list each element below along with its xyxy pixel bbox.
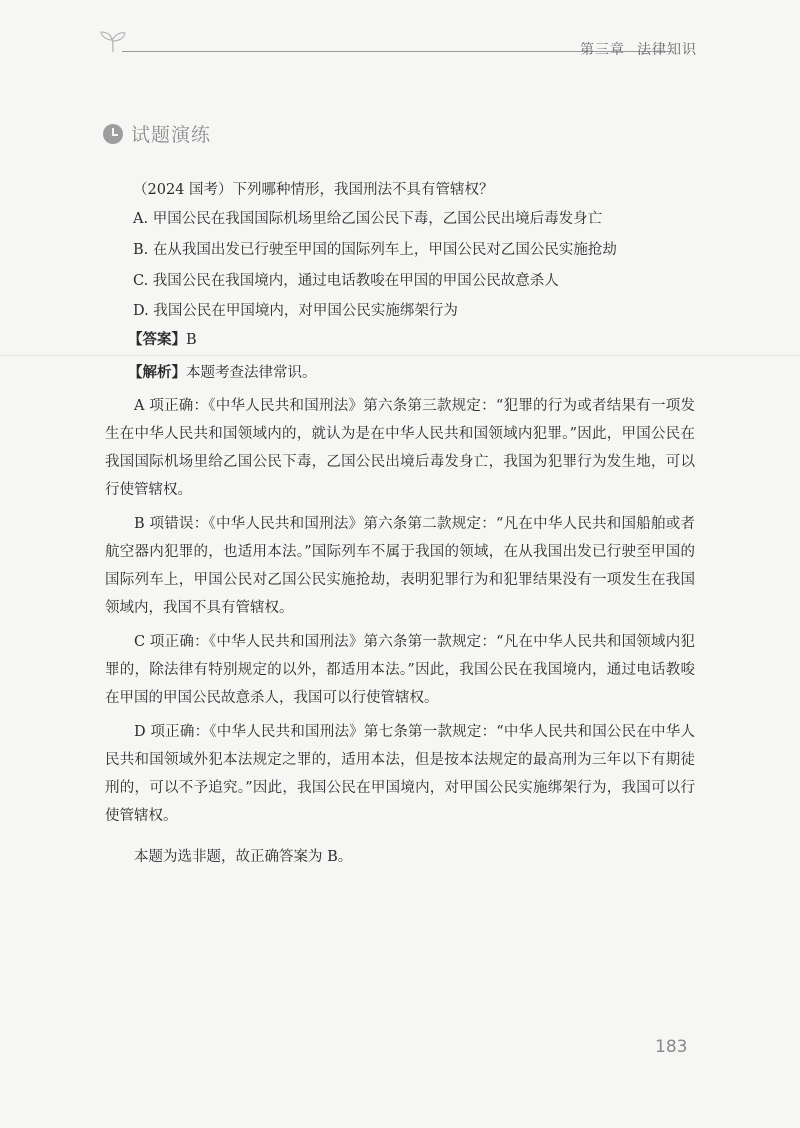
analysis-label: 【解析】 bbox=[128, 364, 186, 381]
option-c: C. 我国公民在我国境内，通过电话教唆在甲国的甲国公民故意杀人 bbox=[133, 273, 559, 289]
running-header bbox=[580, 39, 697, 59]
option-a: A. 甲国公民在我国国际机场里给乙国公民下毒，乙国公民出境后毒发身亡 bbox=[133, 211, 603, 227]
analysis-paragraph-c: C 项正确：《中华人民共和国刑法》第六条第一款规定：“凡在中华人民共和国领域内犯罪的，除法律有特别规定的以外，都适用本法。”因此，我国公民在我国境内，通过电话教唆在甲国的甲国公民故意杀人，我国可以行使管辖权。 bbox=[105, 634, 695, 706]
section-title: 试题演练 bbox=[131, 124, 212, 146]
answer-value: B bbox=[186, 332, 197, 348]
answer-line bbox=[128, 330, 197, 350]
answer-label: 【答案】 bbox=[128, 331, 186, 348]
analysis-intro: 本题考查法律常识。 bbox=[186, 365, 317, 381]
page-number: 183 bbox=[655, 1037, 688, 1057]
analysis-conclusion: 本题为选非题，故正确答案为 B。 bbox=[134, 849, 353, 865]
scan-divider bbox=[0, 355, 800, 356]
analysis-paragraph-d: D 项正确：《中华人民共和国刑法》第七条第一款规定：“中华人民共和国公民在中华人民共和国领域外犯本法规定之罪的，适用本法，但是按本法规定的最高刑为三年以下有期徒刑的，可以不予追究。”因此，我国公民在甲国境内，对甲国公民实施绑架行为，我国可以行使管辖权。 bbox=[105, 724, 695, 824]
question-stem: （2024 国考）下列哪种情形，我国刑法不具有管辖权？ bbox=[133, 182, 494, 198]
chapter-title: 法律知识 bbox=[637, 42, 697, 58]
clock-icon bbox=[103, 124, 123, 144]
option-d: D. 我国公民在甲国境内，对甲国公民实施绑架行为 bbox=[133, 303, 458, 319]
analysis-heading bbox=[128, 363, 317, 383]
section-heading bbox=[103, 120, 211, 147]
chapter-number: 第三章 bbox=[580, 42, 625, 58]
analysis-paragraph-a: A 项正确：《中华人民共和国刑法》第六条第三款规定：“犯罪的行为或者结果有一项发生在中华人民共和国领域内的，就认为是在中华人民共和国领域内犯罪。”因此，甲国公民在我国国际机场里给乙国公民下毒，乙国公民出境后毒发身亡，我国为犯罪行为发生地，可以行使管辖权。 bbox=[105, 398, 695, 498]
analysis-paragraph-b: B 项错误：《中华人民共和国刑法》第六条第二款规定：“凡在中华人民共和国船舶或者航空器内犯罪的，也适用本法。”国际列车不属于我国的领域，在从我国出发已行驶至甲国的国际列车上，甲国公民对乙国公民实施抢劫，表明犯罪行为和犯罪结果没有一项发生在我国领域内，我国不具有管辖权。 bbox=[105, 516, 695, 616]
option-b: B. 在从我国出发已行驶至甲国的国际列车上，甲国公民对乙国公民实施抢劫 bbox=[133, 242, 617, 258]
